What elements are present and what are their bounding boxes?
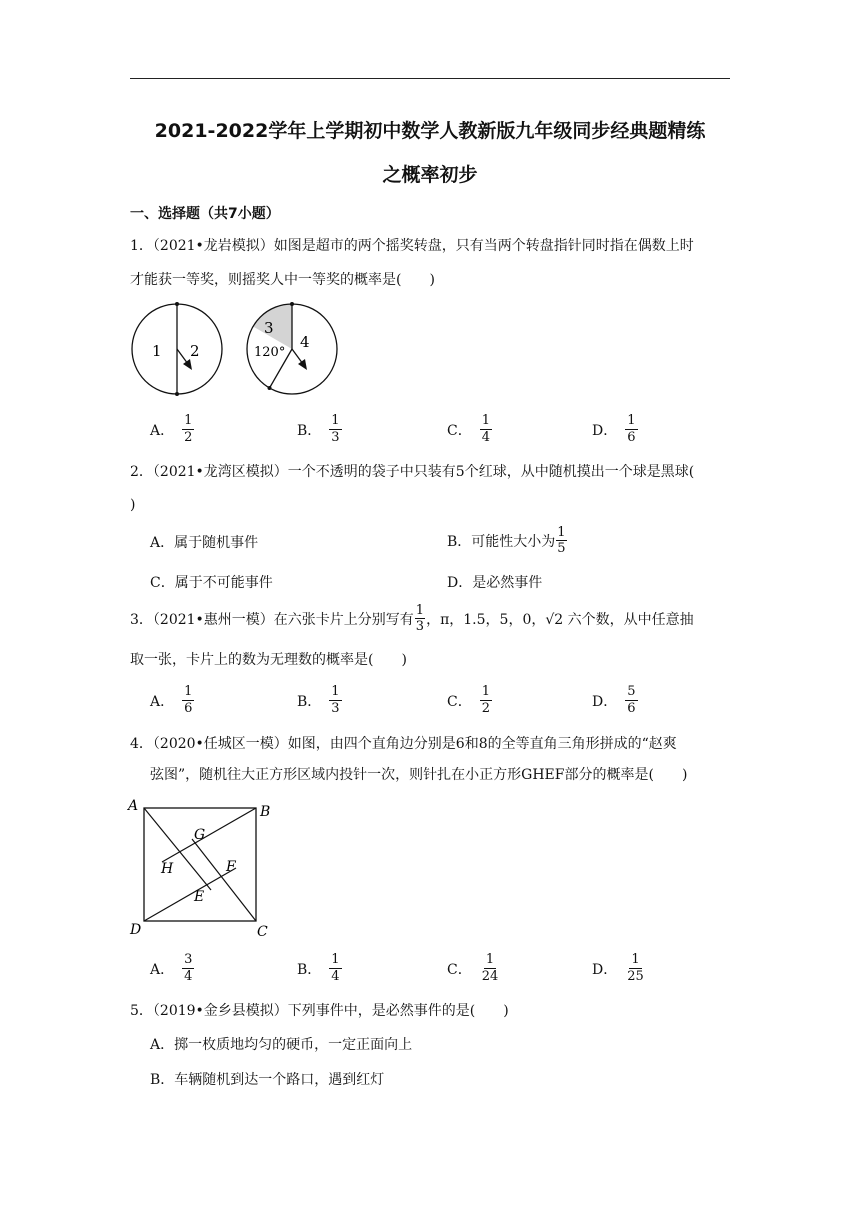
q1-option-a[interactable]: A． $\frac{1}{2}$ — [150, 413, 193, 445]
section-heading: 一、选择题（共7小题） — [130, 206, 280, 222]
page-subtitle: 之概率初步 — [382, 164, 478, 186]
q2-text-line2: ) — [130, 497, 136, 513]
q2-option-c[interactable]: C．属于不可能事件 — [150, 575, 273, 591]
spinner2-angle-label: 120° — [254, 345, 286, 360]
vertex-label-a: A — [128, 798, 139, 814]
q3-option-d[interactable]: D． $\frac{5}{6}$ — [592, 684, 636, 716]
q1-spinner-figure — [130, 302, 340, 400]
q4-zhao-shuang-figure — [124, 796, 280, 942]
q1-text-line2: 才能获一等奖，则摇奖人中一等奖的概率是( ) — [130, 272, 435, 288]
q4-option-c[interactable]: C． $\frac{1}{24}$ — [447, 952, 499, 984]
q3-option-b[interactable]: B． $\frac{1}{3}$ — [297, 684, 340, 716]
q4-text-line1: 4．（2020•任城区一模）如图，由四个直角边分别是6和8的全等直角三角形拼成的“赵爽 — [130, 736, 677, 752]
q2-option-a[interactable]: A．属于随机事件 — [150, 535, 259, 551]
q3-option-a[interactable]: A． $\frac{1}{6}$ — [150, 684, 193, 716]
spinner2-label-3: 3 — [264, 319, 274, 337]
vertex-label-d: D — [130, 922, 142, 938]
q1-option-b[interactable]: B． $\frac{1}{3}$ — [297, 413, 340, 445]
q3-text-line1: 3．（2021•惠州一模）在六张卡片上分别写有 $\frac{1}{3}$ ，π，1.5，5，0，√2 六个数，从中任意抽 — [130, 603, 694, 634]
q5-text-line1: 5．（2019•金乡县模拟）下列事件中，是必然事件的是( ) — [130, 1003, 509, 1019]
q4-text-line2: 弦图”，随机往大正方形区域内投针一次，则针扎在小正方形GHEF部分的概率是( ) — [150, 767, 688, 783]
q5-option-a[interactable]: A．掷一枚质地均匀的硬币，一定正面向上 — [150, 1037, 413, 1053]
vertex-label-g: G — [194, 827, 206, 843]
vertex-label-f: F — [226, 859, 236, 875]
spinner-1 — [132, 302, 222, 396]
q4-option-a[interactable]: A． $\frac{3}{4}$ — [150, 952, 193, 984]
q5-option-b[interactable]: B．车辆随机到达一个路口，遇到红灯 — [150, 1072, 385, 1088]
spinner2-label-4: 4 — [300, 333, 310, 351]
q1-option-d[interactable]: D． $\frac{1}{6}$ — [592, 413, 636, 445]
spinner1-label-left: 1 — [152, 342, 162, 360]
vertex-label-e: E — [194, 889, 205, 905]
spinner1-label-right: 2 — [190, 342, 200, 360]
q1-option-c[interactable]: C． $\frac{1}{4}$ — [447, 413, 490, 445]
page-title: 2021-2022学年上学期初中数学人教新版九年级同步经典题精练 — [154, 120, 706, 142]
vertex-label-b: B — [260, 804, 271, 820]
q2-option-b[interactable]: B．可能性大小为 $\frac{1}{5}$ — [447, 525, 566, 556]
q2-text-line1: 2．（2021•龙湾区模拟）一个不透明的袋子中只装有5个红球，从中随机摸出一个球是黑球( — [130, 464, 695, 480]
q3-option-c[interactable]: C． $\frac{1}{2}$ — [447, 684, 490, 716]
vertex-label-h: H — [161, 861, 174, 877]
header-rule — [130, 78, 730, 79]
q2-option-d[interactable]: D．是必然事件 — [447, 575, 543, 591]
q4-option-d[interactable]: D． $\frac{1}{25}$ — [592, 952, 644, 984]
spinner-2 — [247, 302, 337, 394]
q4-option-b[interactable]: B． $\frac{1}{4}$ — [297, 952, 340, 984]
q3-text-line2: 取一张，卡片上的数为无理数的概率是( ) — [130, 652, 407, 668]
q1-text-line1: 1．（2021•龙岩模拟）如图是超市的两个摇奖转盘，只有当两个转盘指针同时指在偶数上时 — [130, 238, 694, 254]
vertex-label-c: C — [257, 924, 268, 940]
